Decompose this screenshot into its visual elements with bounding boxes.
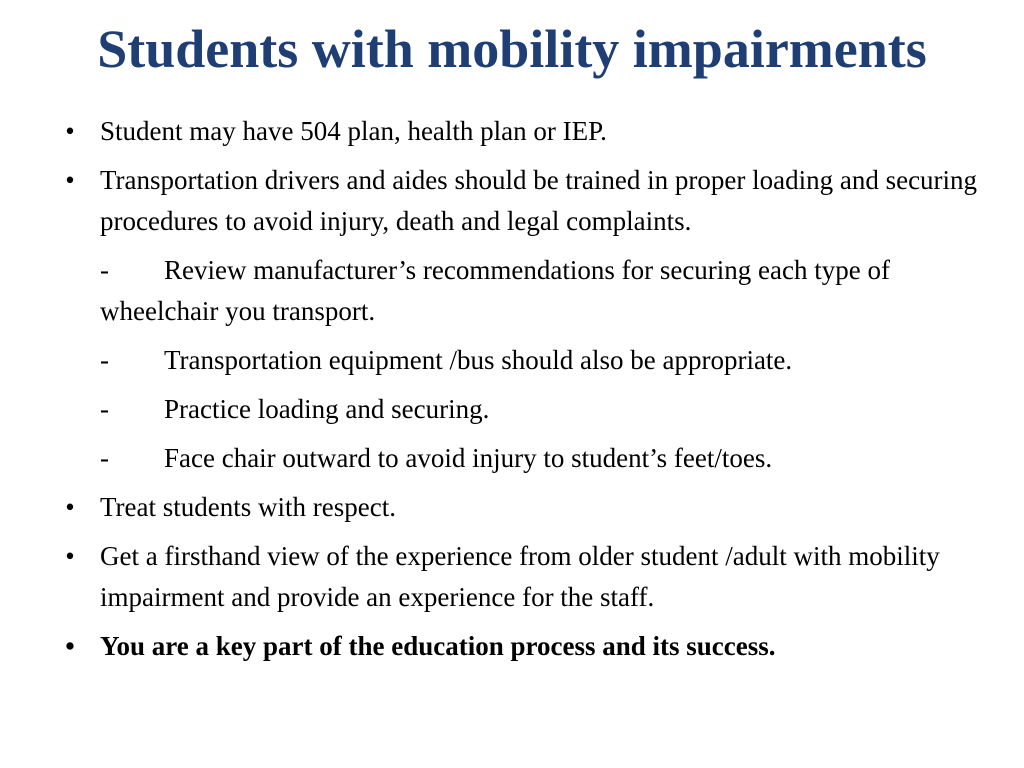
- bullet-text: Transportation drivers and aides should be trained in proper loading and securing procedures to avoid injury, death and legal complaints.: [100, 165, 978, 236]
- sub-item: [60, 250, 980, 332]
- bullet-marker: •: [65, 541, 75, 571]
- bullet-item: [60, 111, 980, 152]
- bullet-text: Treat students with respect.: [100, 492, 396, 522]
- bullet-marker: •: [65, 165, 75, 195]
- sub-item-text: Face chair outward to avoid injury to student’s feet/toes.: [164, 443, 773, 473]
- bullet-marker: •: [65, 116, 75, 146]
- bullet-item-emphasis: [60, 626, 980, 667]
- bullet-item: [60, 536, 980, 618]
- bullet-item: [60, 160, 980, 242]
- dash-marker: -: [100, 345, 109, 375]
- sub-item: [60, 389, 980, 430]
- bullet-text: You are a key part of the education process and its success.: [100, 631, 776, 661]
- sub-item: [60, 340, 980, 381]
- sub-item-text: Practice loading and securing.: [164, 394, 490, 424]
- dash-marker: -: [100, 394, 109, 424]
- bullet-text: Student may have 504 plan, health plan or IEP.: [100, 116, 607, 146]
- dash-marker: -: [100, 255, 109, 285]
- sub-item-text: Transportation equipment /bus should also be appropriate.: [164, 345, 793, 375]
- bullet-item: [60, 487, 980, 528]
- sub-item: [60, 438, 980, 479]
- bullet-list: [60, 111, 980, 675]
- slide-title: Students with mobility impairments: [97, 19, 927, 79]
- dash-marker: -: [100, 443, 109, 473]
- bullet-marker: •: [65, 631, 75, 661]
- bullet-text: Get a firsthand view of the experience from older student /adult with mobility impairment and provide an experience for the staff.: [100, 541, 940, 612]
- sub-item-text: Review manufacturer’s recommendations for securing each type of wheelchair you transport.: [100, 255, 890, 326]
- bullet-marker: •: [65, 492, 75, 522]
